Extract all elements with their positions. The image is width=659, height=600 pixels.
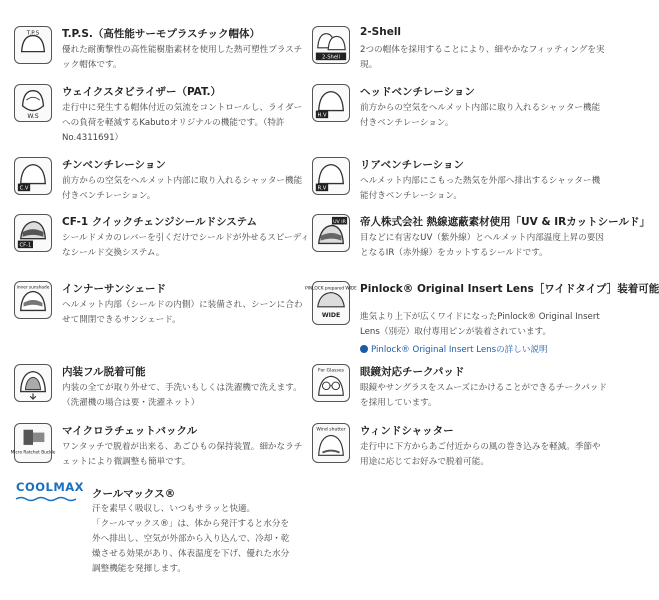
link-bullet-icon	[360, 345, 368, 353]
feature-desc: 優れた耐衝撃性の高性能樹脂素材を使用した熱可塑性プラスチック帽体です。	[62, 45, 303, 70]
feature-title: 2-Shell	[360, 26, 402, 38]
head-ventilation-icon	[312, 84, 350, 122]
icon-label: R.V	[317, 185, 327, 192]
feature-desc: ヘルメット内部（シールドの内側）に装備され、シーンに合わせて開閉できるサンシェード。	[62, 300, 303, 325]
feature-title: CF-1 クイックチェンジシールドシステム	[62, 216, 258, 228]
feature-desc: ヘルメット内部にこもった熱気を外部へ排出するシャッター機能付きベンチレーション。	[360, 176, 601, 201]
feature-title: T.P.S.（高性能サーモプラスチック帽体）	[62, 28, 261, 40]
wake-stabilizer-icon	[14, 84, 52, 122]
cf1-shield-icon	[14, 214, 52, 252]
icon-label: T.P.S	[26, 30, 40, 37]
feature-desc: 内装の全てが取り外せて、手洗いもしくは洗濯機で洗えます。（洗濯機の場合は要・洗濯ネット）	[62, 383, 302, 408]
feature-desc: 走行中に下方からあご付近からの風の巻き込みを軽減。季節や用途に応じてお好みで脱着可能。	[360, 442, 601, 467]
feature-title: チンベンチレーション	[62, 159, 166, 171]
feature-title: ヘッドベンチレーション	[360, 86, 475, 98]
feature-desc: シールドメカのレバーを引くだけでシールドが外せるスピーディなシールド交換システム。	[62, 233, 310, 258]
inner-sunshade-icon	[14, 281, 52, 319]
feature-title: ウィンドシャッター	[360, 425, 454, 437]
coolmax-desc	[92, 502, 297, 577]
micro-ratchet-buckle-icon	[10, 423, 56, 463]
icon-label: H.V	[317, 112, 327, 119]
icon-label: 2-Shell	[322, 54, 340, 61]
coolmax-logo-wave-icon	[16, 496, 76, 502]
rear-ventilation-icon	[312, 157, 350, 195]
coolmax-logo: COOLMAX	[16, 480, 85, 494]
feature-desc: 進気より上下が広くワイドになったPinlock® Original Insert Lens（別売）取付専用ピンが装着されています。	[360, 312, 600, 337]
pinlock-detail-link[interactable]	[360, 343, 548, 355]
icon-label: Micro Ratchet Buckle	[10, 450, 56, 456]
icon-label: Wind shutter	[316, 427, 346, 433]
feature-title: 帝人株式会社 熱線遮蔽素材使用「UV & IRカットシールド」	[360, 216, 650, 228]
feature-desc: 走行中に発生する帽体付近の気流をコントロールし、ライダーへの負荷を軽減するKabutoオリジナルの機能です。（特許No.4311691）	[62, 103, 303, 143]
coolmax-title: クールマックス®	[92, 488, 176, 500]
removable-liner-icon	[14, 364, 52, 402]
two-shell-icon	[312, 26, 350, 64]
icon-label: W.S	[27, 113, 39, 121]
feature-desc: 前方からの空気をヘルメット内部に取り入れるシャッター機能付きベンチレーション。	[360, 103, 601, 128]
glasses-cheek-pad-icon	[312, 364, 350, 402]
wind-shutter-icon	[312, 423, 350, 463]
coolmax-line2: 「クールマックス®」は、体から発汗すると水分を外へ排出し、空気が外部から入り込んで、冷却・乾燥させる効果があり、体表温度を下げ、優れた水分調整機能を発揮します。	[92, 519, 290, 574]
feature-desc: ワンタッチで脱着が出来る、あごひもの保持装置。細かなラチェットにより微調整も簡単です。	[62, 442, 303, 467]
svg-text:WIDE: WIDE	[321, 312, 341, 320]
feature-title: 眼鏡対応チークパッド	[360, 366, 465, 378]
uv-ir-cut-icon	[312, 214, 350, 252]
feature-title: マイクロラチェットバックル	[62, 425, 198, 437]
feature-desc: 目などに有害なUV（紫外線）とヘルメット内部温度上昇の要因となるIR（赤外線）をカットするシールドです。	[360, 233, 604, 258]
pinlock-wide-icon	[305, 281, 357, 325]
icon-label: PINLOCK prepared WIDE	[305, 286, 357, 292]
coolmax-line1: 汗を素早く吸収し、いつもサラッと快適。	[92, 504, 256, 514]
chin-ventilation-icon	[14, 157, 52, 195]
feature-desc: 2つの帽体を採用することにより、細やかなフィッティングを実現。	[360, 45, 605, 70]
tps-helmet-shell-icon	[14, 26, 52, 64]
feature-title: 内装フル脱着可能	[62, 366, 146, 378]
pinlock-link-text[interactable]: Pinlock® Original Insert Lensの詳しい説明	[371, 345, 548, 355]
icon-label: C.V	[19, 185, 29, 192]
icon-label: inner sunshade	[16, 285, 50, 291]
feature-title: ウェイクスタビライザー（PAT.）	[62, 86, 222, 98]
icon-label: UV IR	[333, 220, 346, 226]
icon-label: CF-1	[19, 242, 32, 249]
feature-desc: 前方からの空気をヘルメット内部に取り入れるシャッター機能付きベンチレーション。	[62, 176, 303, 201]
feature-title: インナーサンシェード	[62, 283, 167, 295]
feature-title: Pinlock® Original Insert Lens［ワイドタイプ］装着可能	[360, 283, 659, 295]
icon-label: For Glasses	[318, 368, 344, 374]
feature-title: リアベンチレーション	[360, 159, 464, 171]
feature-desc: 眼鏡やサングラスをスムーズにかけることができるチークパッドを採用しています。	[360, 383, 607, 408]
